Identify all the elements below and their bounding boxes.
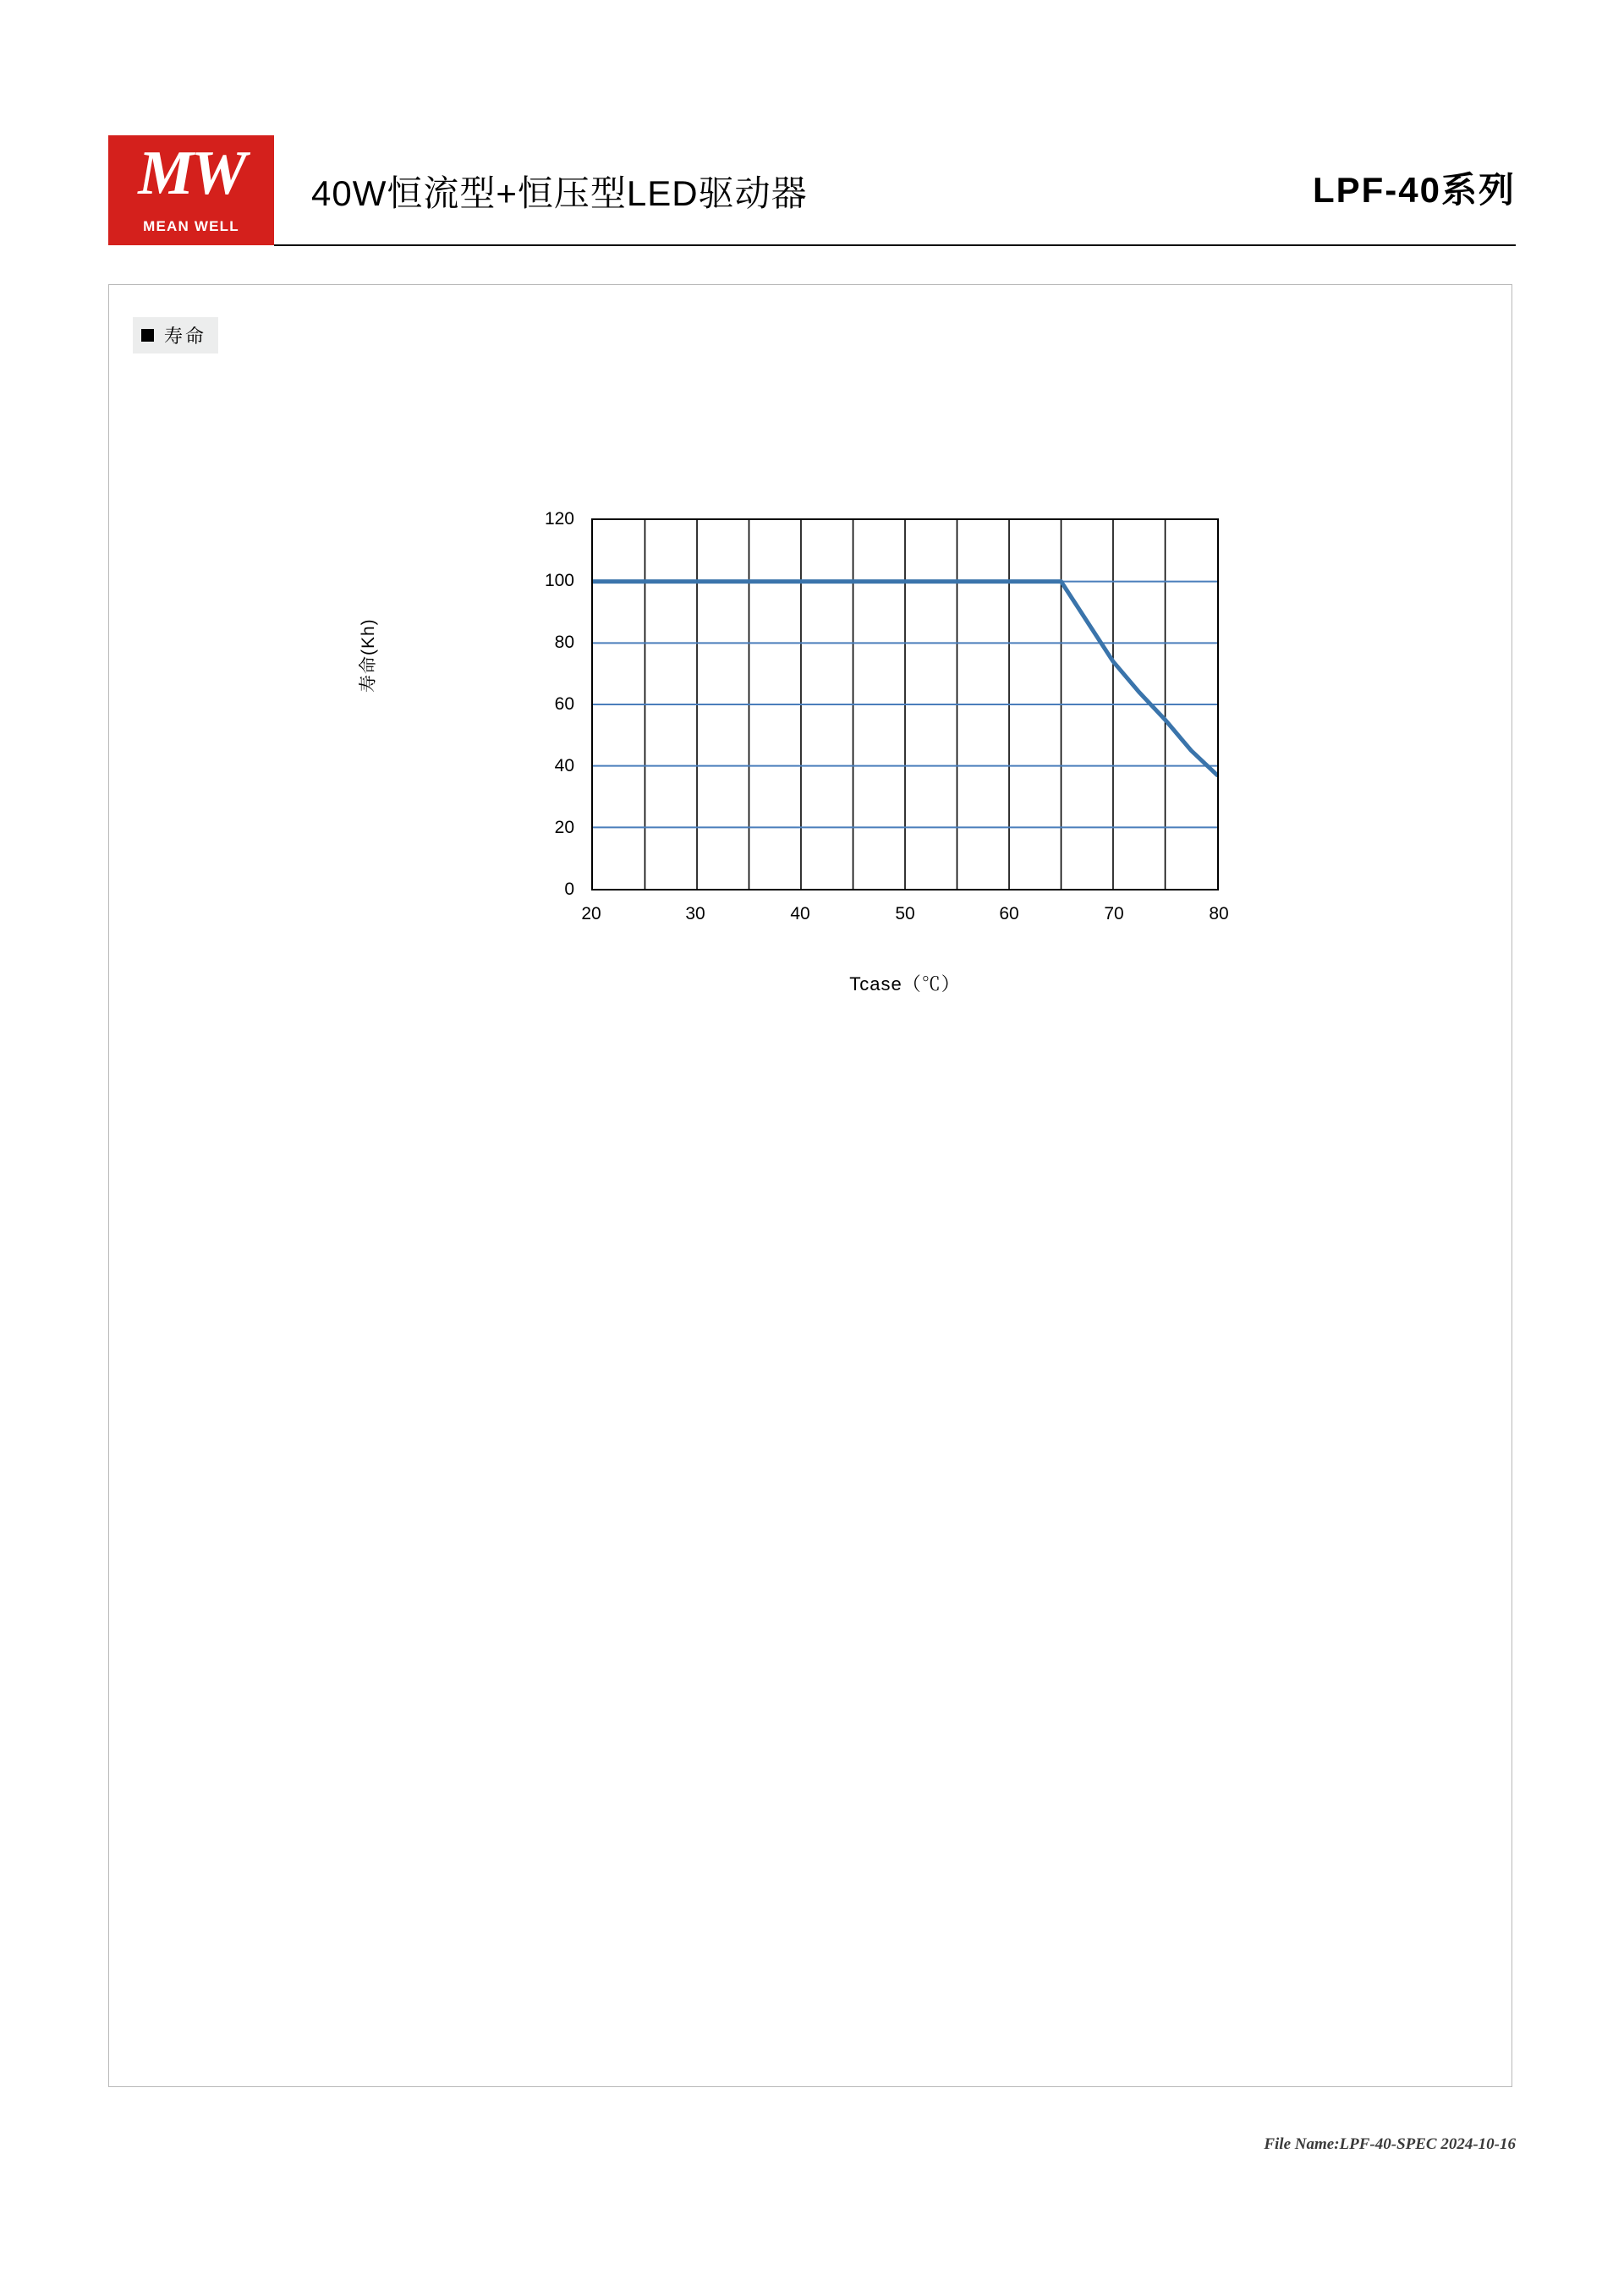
logo-wordmark: MEAN WELL [143, 218, 239, 234]
section-heading-label: 寿命 [164, 326, 207, 347]
x-tick-label: 40 [790, 904, 810, 923]
y-tick-label: 60 [554, 694, 574, 714]
y-tick-label: 20 [554, 818, 574, 837]
x-tick-label: 20 [581, 904, 601, 923]
footer-file-name: File Name:LPF-40-SPEC 2024-10-16 [1264, 2135, 1516, 2153]
meanwell-logo [108, 135, 274, 245]
y-axis-title: 寿命(Kh) [359, 618, 378, 693]
x-axis-title: Tcase（℃） [849, 973, 961, 995]
page-title: 40W恒流型+恒压型LED驱动器 [311, 173, 808, 213]
header-divider [274, 244, 1516, 246]
y-tick-label: 0 [564, 879, 574, 899]
y-tick-label: 40 [554, 756, 574, 775]
y-tick-label: 100 [544, 571, 574, 590]
section-heading [133, 317, 218, 353]
content-frame [108, 284, 1512, 2087]
x-tick-label: 80 [1209, 904, 1229, 923]
plot-grid-and-series [593, 520, 1217, 889]
plot-area [591, 518, 1219, 890]
x-tick-label: 30 [685, 904, 705, 923]
logo-monogram: MW [138, 139, 244, 208]
page-header [108, 135, 1516, 245]
x-tick-label: 60 [999, 904, 1019, 923]
y-tick-label: 120 [544, 509, 574, 529]
square-bullet-icon [141, 329, 154, 342]
x-tick-label: 70 [1104, 904, 1124, 923]
x-tick-label: 50 [895, 904, 915, 923]
lifetime-chart [359, 496, 1293, 1046]
y-tick-label: 80 [554, 633, 574, 652]
series-name: LPF-40系列 [1312, 170, 1516, 210]
